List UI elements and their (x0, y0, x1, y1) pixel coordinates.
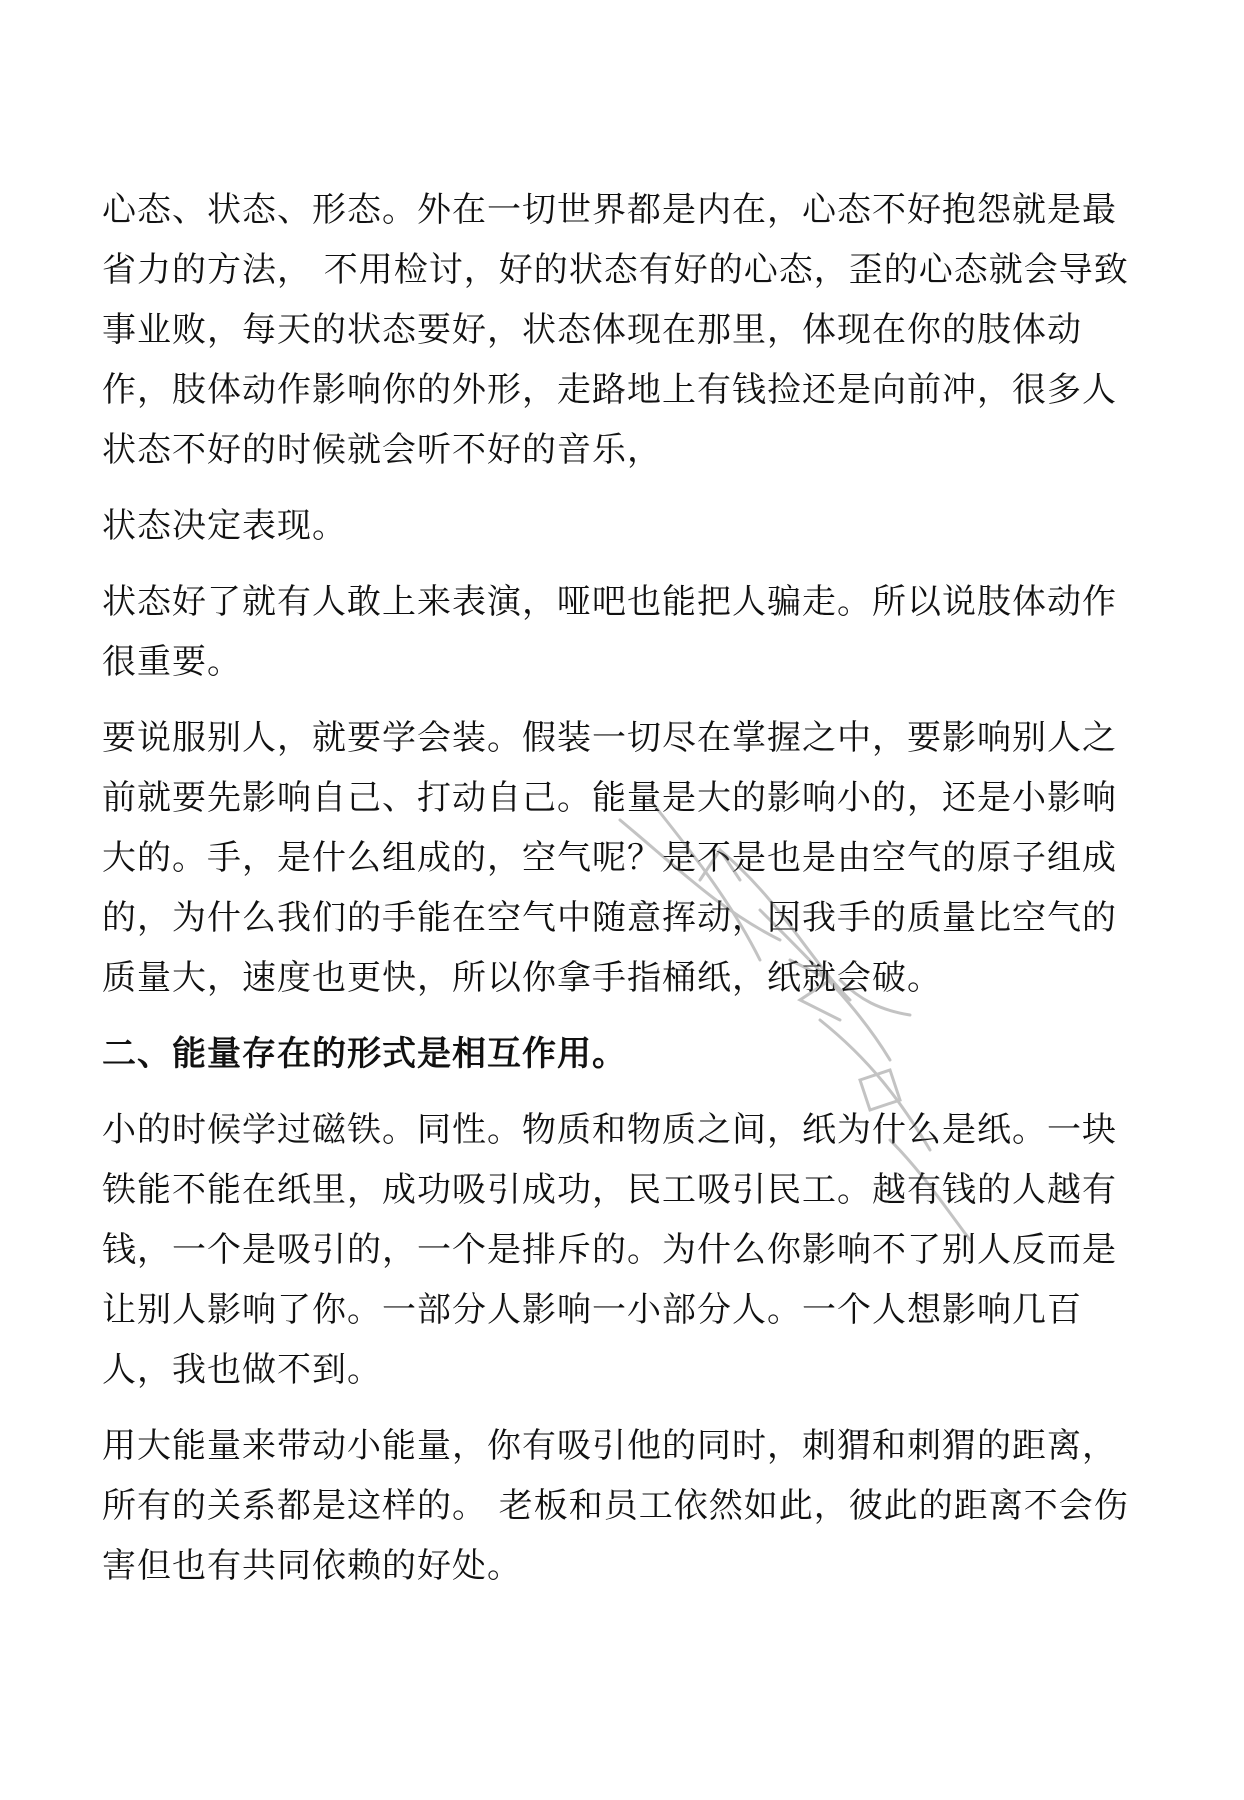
section-heading: 二、能量存在的形式是相互作用。 (102, 1034, 627, 1074)
paragraph-4: 要说服别人，就要学会装。假装一切尽在掌握之中，要影响别人之 前就要先影响自己、打动自己。能量是大的影响小的，还是小影响 大的。手，是什么组成的，空气呢？是不是也是由空气的原子组成 的，为什么我们的手能在空气中随意挥动，因我手的质量比空气的 质量大，速度也更快，所以你拿手指桶纸，纸就会破。 (102, 718, 1117, 998)
paragraph-3: 状态好了就有人敢上来表演，哑吧也能把人骗走。所以说肢体动作 很重要。 (102, 582, 1117, 682)
paragraph-7: 用大能量来带动小能量，你有吸引他的同时，刺猬和刺猬的距离， 所有的关系都是这样的。 老板和员工依然如此，彼此的距离不会伤 害但也有共同依赖的好处。 (102, 1426, 1129, 1586)
paragraph-1: 心态、状态、形态。外在一切世界都是内在，心态不好抱怨就是最 省力的方法， 不用检讨，好的状态有好的心态，歪的心态就会导致 事业败，每天的状态要好，状态体现在那里，体现在你的肢体动 作，肢体动作影响你的外形，走路地上有钱捡还是向前冲，很多人 状态不好的时候就会听不好的音乐， (102, 190, 1129, 470)
paragraph-2: 状态决定表现。 (102, 506, 347, 546)
paragraph-6: 小的时候学过磁铁。同性。物质和物质之间，纸为什么是纸。一块 铁能不能在纸里，成功吸引成功，民工吸引民工。越有钱的人越有 钱，一个是吸引的，一个是排斥的。为什么你影响不了别人反而是 让别人影响了你。一部分人影响一小部分人。一个人想影响几百 人，我也做不到。 (102, 1110, 1117, 1390)
document-body (102, 180, 1142, 1612)
